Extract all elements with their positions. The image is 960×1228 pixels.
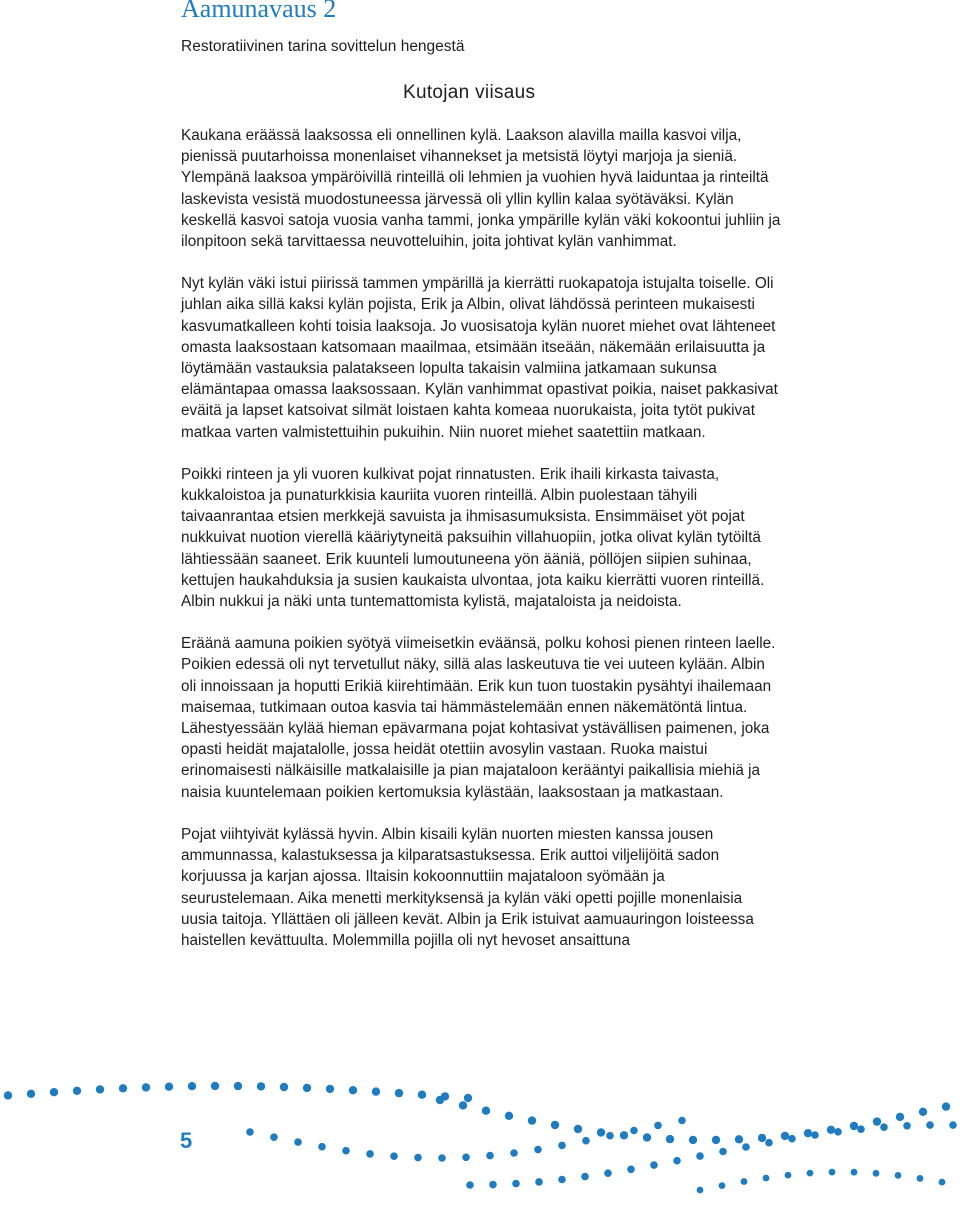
decorative-dot xyxy=(719,1148,727,1156)
decorative-dot xyxy=(939,1179,946,1186)
paragraph: Pojat viihtyivät kylässä hyvin. Albin kisaili kylän nuorten miesten kanssa jousen ammunnassa, kalastuksessa ja kilparatsastuksessa. Erik auttoi viljelijöitä sadon korjuussa ja karjan ajossa. Iltaisin kokoonnuttiin majataloon syömään ja seurustelemaan. Aika menetti merkityksensä ja kylän väki opetti pojille monenlaisia uusia taitoja. Yllättäen oli jälleen kevät. Albin ja Erik istuivat aamuauringon loisteessa haistellen kevättuulta. Molemmilla pojilla oli nyt hevoset ansaittuna xyxy=(181,825,754,949)
decorative-dot xyxy=(678,1117,686,1125)
decorative-dot xyxy=(582,1137,590,1145)
decorative-dot xyxy=(604,1169,612,1177)
decorative-dot xyxy=(414,1154,422,1162)
decorative-dot xyxy=(482,1107,490,1115)
decorative-dot xyxy=(558,1142,566,1150)
decorative-dot xyxy=(234,1082,242,1090)
decorative-dot xyxy=(696,1152,704,1160)
decorative-dot xyxy=(142,1083,150,1091)
decorative-dot xyxy=(742,1143,750,1151)
decorative-dot xyxy=(712,1136,720,1144)
page-number: 5 xyxy=(180,1128,193,1153)
story-body xyxy=(181,125,781,972)
decorative-dot xyxy=(673,1157,681,1165)
decorative-dot xyxy=(165,1083,173,1091)
decorative-dot xyxy=(926,1121,934,1129)
decorative-dot xyxy=(763,1175,770,1182)
decorative-dot xyxy=(850,1122,858,1130)
paragraph: Poikki rinteen ja yli vuoren kulkivat pojat rinnatusten. Erik ihaili kirkasta taivasta, kukkaloistoa ja punaturkkisia kauriita vuoren rinteillä. Albin puolestaan tähyili taivaanrantaa etsien merkkejä savuista ja ihmisasumuksista. Ensimmäiset yöt pojat nukkuivat nuotion vierellä kääriytyneitä paksuihin villahuopiin, jotka olivat kylän tytöiltä lähtiessään saaneet. Erik kuunteli lumoutuneena yön ääniä, pöllöjen siipien suhinaa, kettujen haukahduksia ja susien kaukaista ulvontaa, jota kaiku kierrätti vuoren rinteillä. Albin nukkui ja näki unta tuntemattomista kylistä, majataloista ja neidoista. xyxy=(181,465,765,611)
decorative-dot xyxy=(917,1175,924,1182)
decorative-dot xyxy=(96,1085,104,1093)
decorative-dot xyxy=(27,1090,35,1098)
decorative-dot xyxy=(654,1122,662,1130)
decorative-dot xyxy=(919,1108,927,1116)
decorative-dot xyxy=(880,1123,888,1131)
decorative-dot xyxy=(270,1133,278,1141)
decorative-dot xyxy=(50,1088,58,1096)
decorative-dot xyxy=(462,1154,470,1162)
decorative-dot xyxy=(758,1134,766,1142)
decorative-dot xyxy=(535,1178,543,1186)
document-subtitle: Restoratiivinen tarina sovittelun hengestä xyxy=(181,38,465,55)
decorative-dot xyxy=(689,1136,697,1144)
decorative-dot xyxy=(873,1117,881,1125)
decorative-dot xyxy=(827,1126,835,1134)
decorative-dot xyxy=(438,1154,446,1162)
decorative-dot xyxy=(436,1096,444,1104)
decorative-dot xyxy=(349,1086,357,1094)
decorative-dot xyxy=(857,1125,865,1133)
decorative-dot xyxy=(581,1173,589,1181)
decorative-dot xyxy=(505,1112,513,1120)
decorative-dot xyxy=(741,1178,748,1185)
decorative-dot xyxy=(4,1091,12,1099)
decorative-dot xyxy=(486,1152,494,1160)
decorative-dot xyxy=(303,1084,311,1092)
decorative-dot xyxy=(558,1176,566,1184)
decorative-dot xyxy=(620,1131,628,1139)
decorative-dot xyxy=(851,1169,858,1176)
paragraph: Kaukana eräässä laaksossa eli onnellinen kylä. Laakson alavilla mailla kasvoi vilja, pienissä puutarhoissa monenlaiset vihannekset ja metsistä löytyi marjoja ja sieniä. Ylempänä laaksoa ympäröivillä rinteillä oli lehmien ja vuohien hyvä laiduntaa ja rinteiltä laskevista vesistä muodostuneessa järvessä oli yllin kyllin kalaa syötäväksi. Kylän keskellä kasvoi satoja vuosia vanha tammi, jonka ympärille kylän väki kokoontui juhliin ja ilonpitoon sekä tarvittaessa neuvotteluihin, joita johtivat kylän vanhimmat. xyxy=(181,127,781,251)
paragraph: Eräänä aamuna poikien syötyä viimeisetkin eväänsä, polku kohosi pienen rinteen laelle. Poikien edessä oli nyt tervetullut näky, sillä alas laskeutuva tie vei uuteen kylään. Albin oli innoissaan ja hoputti Erikiä kiirehtimään. Erik kun tuon tuostakin pysähtyi ihailemaan maisemaa, tutkimaan outoa kasvia tai hämmästelemään ennen näkemätöntä lintua. Lähestyessään kylää hieman epävarmana pojat kohtasivat ystävällisen paimenen, joka opasti heidät majatalolle, jossa heidät otettiin avosylin vastaan. Ruoka maistui erinomaisesti nälkäisille matkalaisille ja pian majataloon kerääntyi paikallisia miehiä ja naisia kuuntelemaan poikien kertomuksia kylästään, laaksostaan ja matkastaan. xyxy=(181,635,776,801)
decorative-dot xyxy=(781,1132,789,1140)
decorative-dot xyxy=(188,1082,196,1090)
decorative-dot xyxy=(804,1129,812,1137)
decorative-dot xyxy=(73,1087,81,1095)
decorative-dot xyxy=(785,1172,792,1179)
decorative-dot xyxy=(464,1094,472,1102)
decorative-dot xyxy=(551,1121,559,1129)
decorative-dot xyxy=(211,1082,219,1090)
decorative-dot xyxy=(489,1181,497,1189)
decorative-dot xyxy=(903,1122,911,1130)
decorative-dot xyxy=(395,1089,403,1097)
document-header-title: Aamunavaus 2 xyxy=(181,0,337,23)
decorative-dot xyxy=(834,1128,842,1136)
decorative-dot xyxy=(896,1113,904,1121)
decorative-dot xyxy=(119,1084,127,1092)
paragraph: Nyt kylän väki istui piirissä tammen ympärillä ja kierrätti ruokapatoja istujalta toiselle. Oli juhlan aika sillä kaksi kylän pojista, Erik ja Albin, olivat lähdössä perinteen mukaisesti kasvumatkalleen kohti toisia laaksoja. Jo vuosisatoja kylän nuoret miehet ovat lähteneet omasta laaksostaan katsomaan maailmaa, etsimään itseään, näkemään erilaisuutta ja löytämään vastauksia palatakseen lopulta takaisin valmiina jatkamaan sukunsa elämäntapaa omassa laaksossaan. Kylän vanhimmat opastivat poikia, naiset pakkasivat eväitä ja lapset katsoivat silmät loistaen kahta komeaa nuorukaista, joita tytöt pukivat matkaa varten valmistettuihin pukuihin. Niin nuoret miehet saatettiin matkaan. xyxy=(181,275,778,441)
decorative-dot xyxy=(372,1087,380,1095)
decorative-dot xyxy=(280,1083,288,1091)
decorative-dot xyxy=(811,1131,819,1139)
decorative-dot xyxy=(666,1135,674,1143)
decorative-dot xyxy=(510,1149,518,1157)
decorative-dot xyxy=(459,1101,467,1109)
decorative-dot xyxy=(949,1121,957,1129)
decorative-dot xyxy=(807,1170,814,1177)
decorative-dot xyxy=(597,1128,605,1136)
decorative-dot xyxy=(873,1170,880,1177)
decorative-dot xyxy=(574,1125,582,1133)
decorative-dot xyxy=(326,1085,334,1093)
decorative-dot xyxy=(650,1161,658,1169)
decorative-dot xyxy=(606,1132,614,1140)
decorative-dot xyxy=(829,1169,836,1176)
decorative-dot xyxy=(257,1082,265,1090)
decorative-dot xyxy=(942,1102,950,1110)
decorative-dot xyxy=(512,1180,520,1188)
decorative-dot xyxy=(294,1138,302,1146)
decorative-dot xyxy=(418,1091,426,1099)
decorative-dot-pattern xyxy=(0,1060,960,1228)
decorative-dot xyxy=(627,1166,635,1174)
decorative-dot xyxy=(765,1139,773,1147)
decorative-dot xyxy=(788,1135,796,1143)
decorative-dot xyxy=(735,1135,743,1143)
decorative-dot xyxy=(895,1172,902,1179)
decorative-dot xyxy=(643,1133,651,1141)
decorative-dot xyxy=(534,1146,542,1154)
decorative-dot xyxy=(719,1182,726,1189)
decorative-dot xyxy=(390,1152,398,1160)
decorative-dot xyxy=(697,1187,704,1194)
decorative-dot xyxy=(630,1127,638,1135)
decorative-dot xyxy=(246,1128,254,1136)
decorative-dot xyxy=(342,1147,350,1155)
decorative-dot xyxy=(318,1143,326,1151)
decorative-dot xyxy=(528,1116,536,1124)
story-title: Kutojan viisaus xyxy=(403,82,536,103)
decorative-dot xyxy=(366,1150,374,1158)
decorative-dot xyxy=(466,1181,474,1189)
